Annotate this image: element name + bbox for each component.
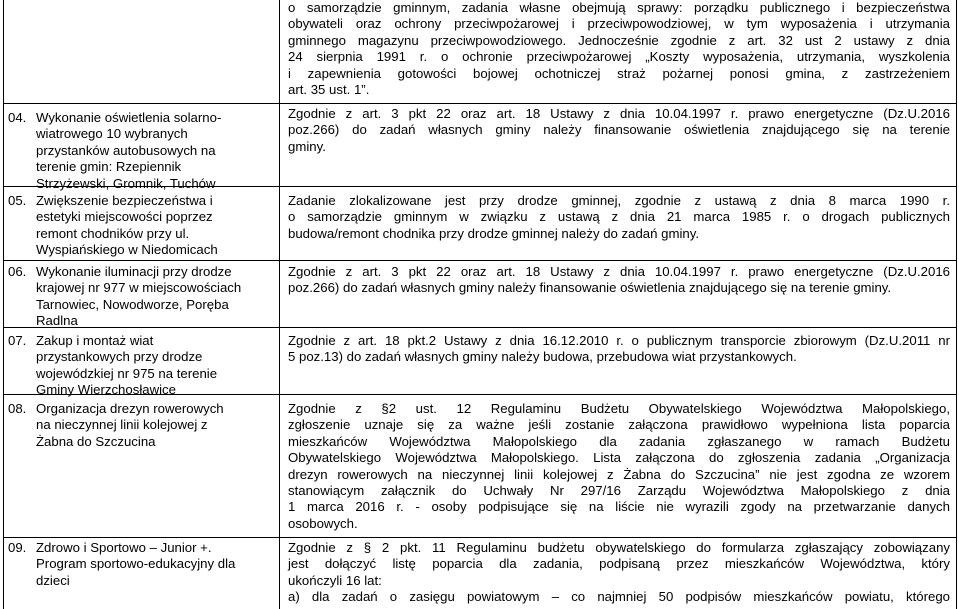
row-divider <box>3 103 957 104</box>
project-name-line: Zdrowo i Sportowo – Junior +. <box>36 540 212 555</box>
project-name-line: Wykonanie oświetlenia solarno- <box>36 110 222 125</box>
legal-basis-line: drezyn rowerowych na nieczynnej linii kolejowej z Żabna do Szczucina” nie jest zgodna ze wzorem <box>288 466 950 482</box>
legal-basis-line: poz.266) do zadań własnych gminy należy finansowanie oświetlenia znajdującego się na terenie gminy. <box>288 280 892 296</box>
legal-basis-line: budowa/remont chodnika przy drodze gminnej należy do zadań gminy. <box>288 225 700 241</box>
row-divider <box>3 260 957 261</box>
row-number: 07. <box>8 333 27 348</box>
row-number: 09. <box>8 540 27 555</box>
legal-basis-line: jest dołączyć listę poparcia dla zadania, podpisaną przez mieszkańców Województwa, który <box>288 556 950 572</box>
legal-basis <box>288 106 950 155</box>
legal-basis-line: obywateli oraz ochrony przeciwpożarowej i przeciwpowodziowej, w tym wyposażenia i utrzymania <box>288 16 950 32</box>
legal-basis-line: 1 marca 2016 r. - osoby podpisujące się na liście nie wyrazili zgody na przetwarzanie danych <box>288 499 950 515</box>
project-name-line: wojewódzkiej nr 975 na terenie <box>36 365 218 381</box>
project-name-line: krajowej nr 977 w miejscowościach <box>36 280 242 296</box>
project-name-line: na nieczynnej linii kolejowej z <box>36 417 208 433</box>
legal-basis-line: art. 35 ust. 1”. <box>288 82 370 98</box>
project-name-line: Żabna do Szczucina <box>36 433 156 449</box>
legal-basis-line: Obywatelskiego Województwa Małopolskiego. Lista załączona do zgłoszenia zadania „Organizacja <box>288 450 950 466</box>
project-name-line: remont chodników przy ul. <box>36 225 190 241</box>
legal-basis-line: stanowiącym załącznik do Uchwały Nr 297/16 Zarządu Województwa Małopolskiego z dnia <box>288 483 950 499</box>
project-name-line: estetyki miejscowości poprzez <box>36 209 213 225</box>
project-name-line: Wykonanie iluminacji przy drodze <box>36 264 232 279</box>
row-number: 05. <box>8 193 27 208</box>
legal-basis-line: Zgodnie z art. 3 pkt 22 oraz art. 18 Ustawy z dnia 10.04.1997 r. prawo energetyczne (Dz.U.2016 <box>288 106 950 121</box>
legal-basis-line: Zgodnie z art. 3 pkt 22 oraz art. 18 Ustawy z dnia 10.04.1997 r. prawo energetyczne (Dz.U.2016 <box>288 264 950 279</box>
legal-basis-line: osobowych. <box>288 515 358 531</box>
legal-basis-line: a) dla zadań o zasięgu powiatowym – co najmniej 50 podpisów mieszkańców powiatu, którego <box>288 589 950 605</box>
project-name <box>36 193 272 259</box>
project-name-line: dzieci <box>36 572 70 588</box>
project-name <box>36 110 272 192</box>
legal-basis-line: ukończyli 16 lat: <box>288 572 382 588</box>
legal-basis-line: Zgodnie z art. 18 pkt.2 Ustawy z dnia 16.12.2010 r. o publicznym transporcie zbiorowym (Dz.U.2011 nr <box>288 333 950 348</box>
legal-basis-line: poz.266) do zadań własnych gminy należy finansowanie oświetlenia znajdującego się na terenie <box>288 122 950 138</box>
legal-basis-line: o samorządzie gminnym, zadania własne obejmują sprawy: porządku publicznego i bezpieczeństwa <box>288 0 950 15</box>
legal-basis-line: Zadanie zlokalizowane jest przy drodze gminnej, zgodnie z ustawą z dnia 8 marca 1990 r. <box>288 193 950 208</box>
project-name-line: Tarnowiec, Nowodworze, Poręba <box>36 296 229 312</box>
project-name-line: Organizacja drezyn rowerowych <box>36 401 224 416</box>
project-name-line: Gminy Wierzchosławice <box>36 382 176 398</box>
table-row <box>288 0 950 98</box>
legal-basis-line: zgłoszenie uznaje się za ważne jeśli zostanie załączona prawidłowo wypełniona lista poparcia <box>288 417 950 433</box>
legal-basis-line: 5 poz.13) do zadań własnych gminy należy budowa, przebudowa wiat przystankowych. <box>288 349 797 365</box>
column-divider <box>279 0 280 609</box>
legal-basis <box>288 193 950 242</box>
table-right-border <box>956 0 957 609</box>
project-name-line: przystankowych przy drodze <box>36 349 203 365</box>
project-name-line: Program sportowo-edukacyjny dla <box>36 556 236 572</box>
project-name-line: Zakup i montaż wiat <box>36 333 154 348</box>
project-name-line: Zwiększenie bezpieczeństwa i <box>36 193 213 208</box>
legal-basis <box>288 264 950 297</box>
project-name <box>36 540 272 589</box>
project-name <box>36 333 272 399</box>
legal-basis-line: o samorządzie gminnym w związku z ustawą z dnia 21 marca 1985 r. o drogach publicznych <box>288 209 950 225</box>
legal-basis <box>288 540 950 606</box>
row-number: 08. <box>8 401 27 416</box>
row-divider <box>3 537 957 538</box>
legal-basis-line: Zgodnie z § 2 pkt. 11 Regulaminu budżetu obywatelskiego do formularza zgłaszający zobowiązany <box>288 540 950 555</box>
row-number: 06. <box>8 264 27 279</box>
legal-basis <box>288 333 950 366</box>
legal-basis-line: mieszkańców Województwa Małopolskiego dla zadania zgłaszanego w ramach Budżetu <box>288 433 950 449</box>
project-name-line: terenie gmin: Rzepiennik <box>36 159 182 175</box>
project-name <box>36 401 272 450</box>
legal-basis-line: gminnego magazynu przeciwpowodziowego. Jednocześnie zgodnie z art. 32 ust 2 ustawy z dnia <box>288 32 950 48</box>
legal-basis-line: i zapewnienia gotowości bojowej ochotniczej straż pożarnej ponosi gmina, z zastrzeżeniem <box>288 65 950 81</box>
legal-basis-line: gminy. <box>288 138 326 154</box>
project-name-line: Wyspiańskiego w Niedomicach <box>36 242 218 258</box>
project-name-line: przystanków autobusowych na <box>36 142 216 158</box>
legal-basis <box>288 401 950 532</box>
legal-basis-line: 24 sierpnia 1991 r. o ochronie przeciwpożarowej „Koszty wyposażenia, utrzymania, wyszkolenia <box>288 49 950 65</box>
row-number: 04. <box>8 110 27 125</box>
project-name-line: Radlna <box>36 313 78 329</box>
table-left-border <box>3 0 4 609</box>
project-name-line: Strzyżewski, Gromnik, Tuchów <box>36 175 216 191</box>
legal-basis-line: Zgodnie z §2 ust. 12 Regulaminu Budżetu Obywatelskiego Województwa Małopolskiego, <box>288 401 950 416</box>
project-name-line: wiatrowego 10 wybranych <box>36 126 188 142</box>
project-name <box>36 264 272 330</box>
